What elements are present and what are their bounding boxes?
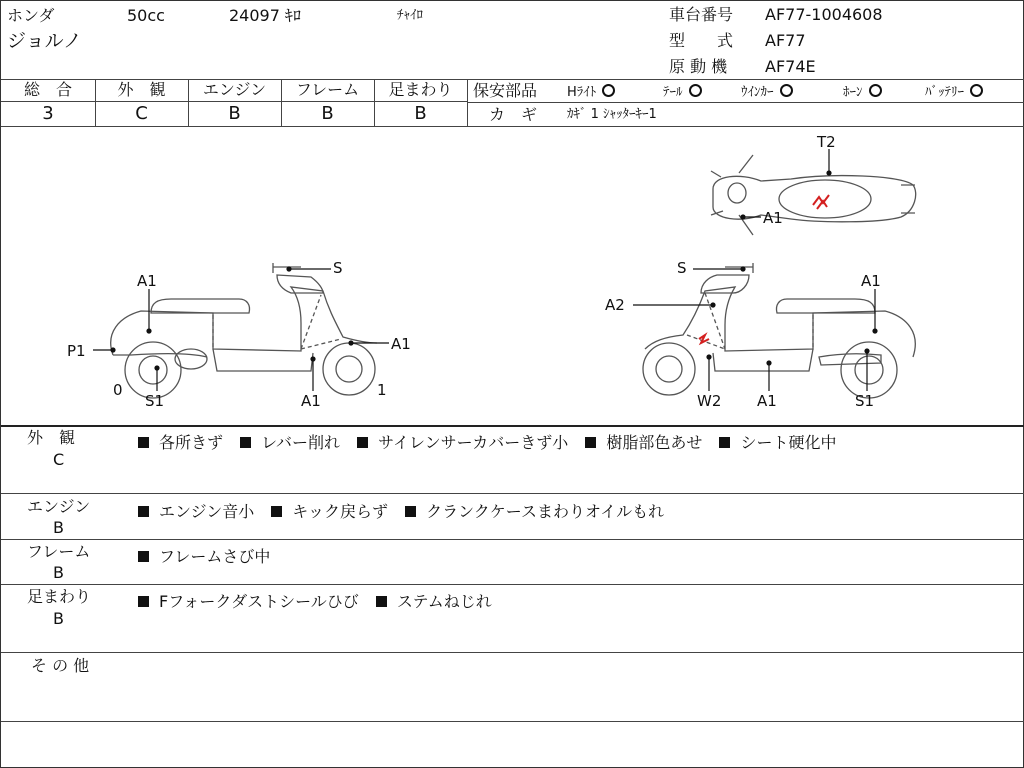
grade-suspension: B	[414, 103, 427, 124]
remark-label-suspension: 足まわり	[27, 587, 92, 606]
engine-label: 原 動 機	[669, 57, 728, 76]
label-0: 0	[113, 381, 123, 399]
remark-label-other: そ の 他	[31, 656, 90, 675]
color: ﾁｬｲﾛ	[397, 8, 423, 23]
bullet-icon	[271, 506, 282, 517]
divider	[1, 539, 1024, 540]
label-w2: W2	[697, 392, 722, 410]
label-a2: A2	[605, 296, 625, 314]
remark-grade-engine: B	[53, 518, 64, 537]
bullet-icon	[376, 596, 387, 607]
grade-frame: B	[321, 103, 334, 124]
safety-item-tail: ﾃｰﾙ	[663, 84, 702, 99]
label-p1: P1	[67, 342, 86, 360]
scooter-diagram-svg	[1, 127, 1024, 425]
safety-item-horn: ﾎｰﾝ	[843, 84, 882, 99]
divider	[467, 102, 1024, 103]
label-s1: S1	[855, 392, 875, 410]
maker: ホンダ	[7, 6, 55, 25]
bullet-icon	[240, 437, 251, 448]
divider	[1, 652, 1024, 653]
model-name: ジョルノ	[7, 30, 82, 52]
grade-header-appearance: 外 観	[117, 80, 166, 99]
divider	[1, 101, 467, 102]
remark-grade-frame: B	[53, 563, 64, 582]
label-a1: A1	[137, 272, 157, 290]
grade-appearance: C	[135, 103, 148, 124]
label-a1: A1	[763, 209, 783, 227]
remark-items-suspension: Fフォークダストシールひび ステムねじれ	[138, 589, 504, 612]
divider	[1, 721, 1024, 722]
label-a1: A1	[757, 392, 777, 410]
key-value: ｶｷﾞ 1 ｼｬｯﾀｰｷｰ1	[567, 107, 657, 122]
bullet-icon	[138, 596, 149, 607]
remark-label-frame: フレーム	[27, 542, 91, 561]
divider	[1, 584, 1024, 585]
label-a1: A1	[391, 335, 411, 353]
divider	[1, 425, 1024, 427]
bullet-icon	[585, 437, 596, 448]
label-s: S	[677, 259, 687, 277]
remark-label-engine: エンジン	[27, 497, 91, 516]
ok-circle-icon	[970, 84, 983, 97]
ok-circle-icon	[780, 84, 793, 97]
label-t2: T2	[817, 133, 836, 151]
key-label: カ ギ	[489, 105, 538, 124]
frame-no: AF77-1004608	[765, 5, 883, 24]
mileage: 24097 ｷﾛ	[229, 6, 301, 25]
grade-header-frame: フレーム	[295, 80, 360, 99]
label-a1: A1	[861, 272, 881, 290]
damage-diagram	[1, 127, 1024, 425]
grade-header-total: 総 合	[23, 80, 72, 99]
grade-header-suspension: 足まわり	[388, 80, 453, 99]
safety-item-winker: ｳｲﾝｶｰ	[741, 84, 793, 99]
bullet-icon	[719, 437, 730, 448]
type-value: AF77	[765, 31, 806, 50]
bullet-icon	[138, 437, 149, 448]
safety-item-battery: ﾊﾞｯﾃﾘｰ	[925, 84, 983, 99]
type-label: 型 式	[669, 31, 734, 50]
bullet-icon	[405, 506, 416, 517]
ok-circle-icon	[689, 84, 702, 97]
grade-header-engine: エンジン	[202, 80, 267, 99]
divider	[467, 79, 468, 126]
safety-item-headlight: Hﾗｲﾄ	[567, 84, 615, 99]
remark-label-appearance: 外 観	[27, 428, 76, 447]
remark-items-engine: エンジン音小 キック戻らず クランクケースまわりオイルもれ	[138, 499, 676, 522]
divider	[1, 493, 1024, 494]
displacement: 50cc	[127, 6, 165, 25]
label-s1: S1	[145, 392, 165, 410]
label-1: 1	[377, 381, 387, 399]
frame-no-label: 車台番号	[669, 5, 734, 24]
grade-engine: B	[228, 103, 241, 124]
remark-items-frame: フレームさび中	[138, 544, 282, 567]
grade-total: 3	[42, 103, 54, 124]
remark-items-appearance: 各所きず レバー削れ サイレンサーカバーきず小 樹脂部色あせ シート硬化中	[138, 430, 848, 453]
safety-parts-label: 保安部品	[473, 81, 538, 100]
label-a1: A1	[301, 392, 321, 410]
bullet-icon	[138, 506, 149, 517]
ok-circle-icon	[602, 84, 615, 97]
remark-grade-appearance: C	[53, 450, 65, 469]
top-view-scooter	[711, 155, 916, 235]
bullet-icon	[357, 437, 368, 448]
ok-circle-icon	[869, 84, 882, 97]
engine-value: AF74E	[765, 57, 816, 76]
label-s: S	[333, 259, 343, 277]
remark-grade-suspension: B	[53, 609, 64, 628]
bullet-icon	[138, 551, 149, 562]
